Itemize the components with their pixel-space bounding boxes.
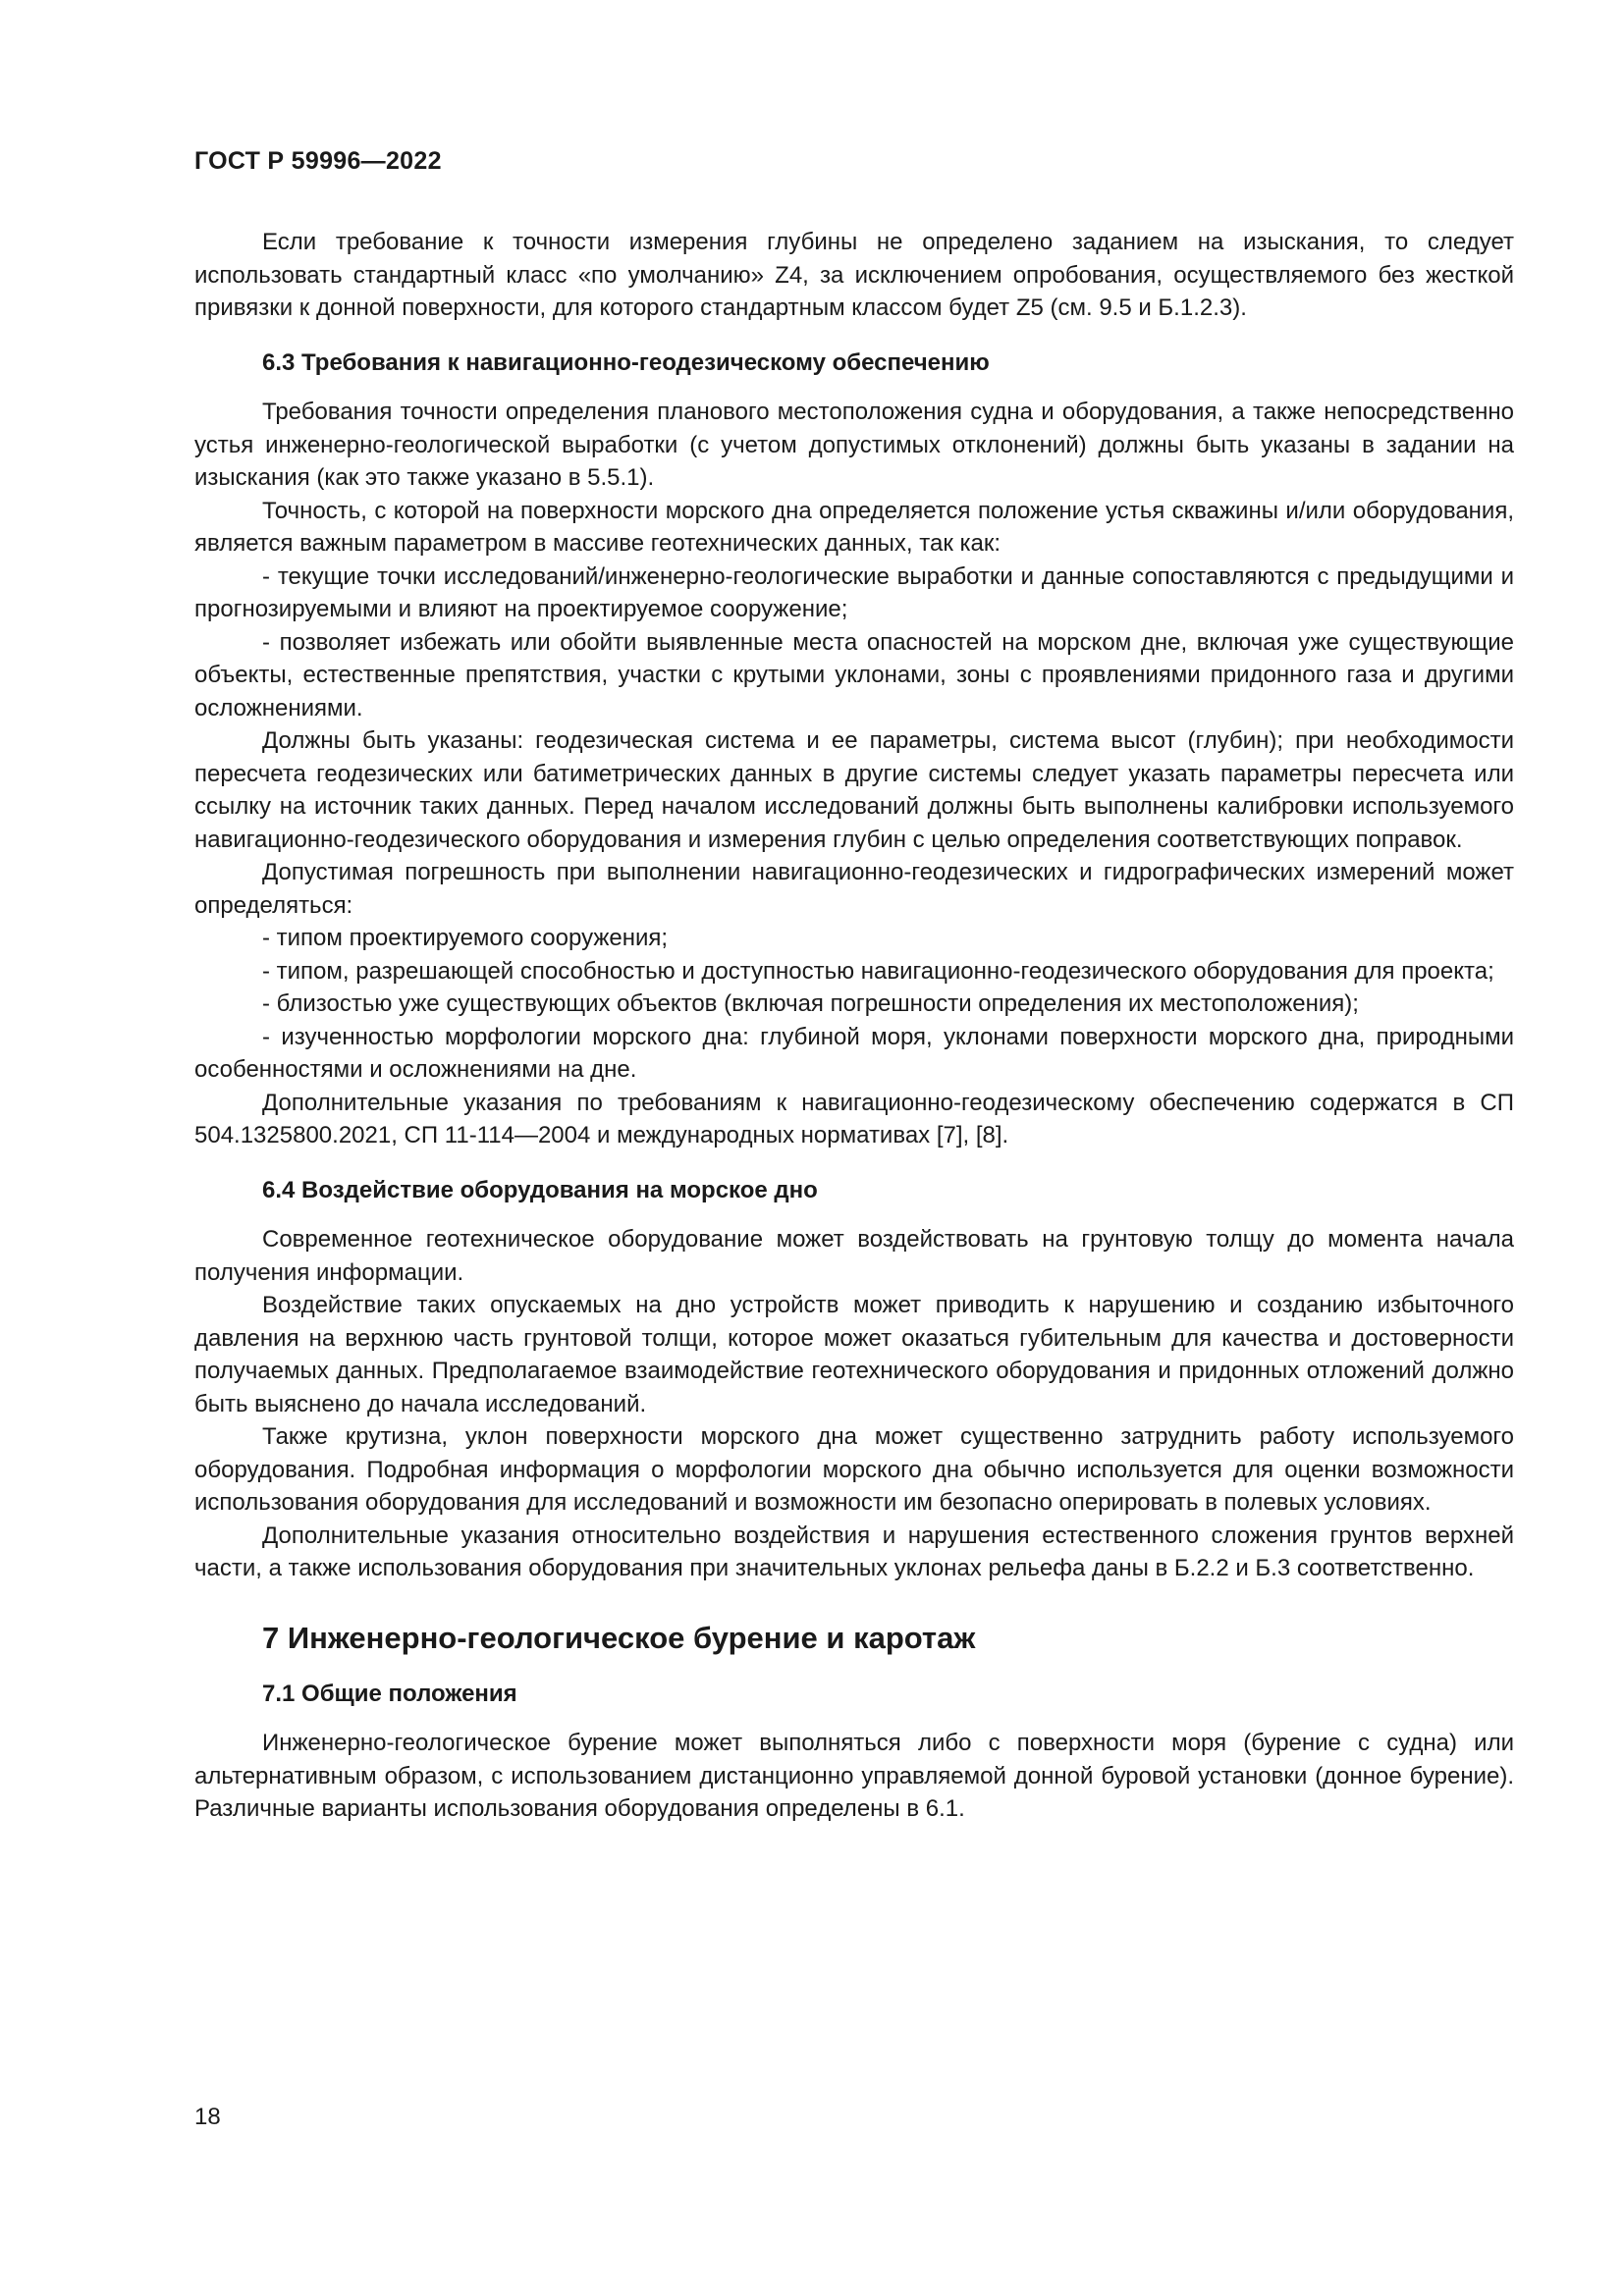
paragraph: Воздействие таких опускаемых на дно устройств может приводить к нарушению и созданию избыточного давления на верхнюю часть грунтовой толщи, которое может оказаться губительным для качества и достоверности получаемых данных. Предполагаемое взаимодействие геотехнического оборудования и придонных отложений должно быть выяснено до начала исследований.	[194, 1292, 1514, 1417]
section-7-1-heading: 7.1 Общие положения	[262, 1680, 517, 1707]
list-item: - близостью уже существующих объектов (включая погрешности определения их местоположения);	[262, 990, 1359, 1017]
paragraph: Допустимая погрешность при выполнении навигационно-геодезических и гидрографических измерений может определяться:	[194, 859, 1514, 919]
list-item: - изученностью морфологии морского дна: глубиной моря, уклонами поверхности морского дна, природными особенностями и осложнениями на дне.	[194, 1023, 1514, 1083]
document-header: ГОСТ Р 59996—2022	[194, 147, 442, 175]
document-body	[194, 226, 1514, 1826]
list-item: - текущие точки исследований/инженерно-геологические выработки и данные сопоставляются с предыдущими и прогнозируемыми и влияют на проектируемое сооружение;	[194, 562, 1514, 622]
paragraph: Также крутизна, уклон поверхности морского дна может существенно затруднить работу используемого оборудования. Подробная информация о морфологии морского дна обычно используется для оценки возможности использования оборудования для исследований и возможности им безопасно оперировать в полевых условиях.	[194, 1423, 1514, 1516]
paragraph: Инженерно-геологическое бурение может выполняться либо с поверхности моря (бурение с судна) или альтернативным образом, с использованием дистанционно управляемой донной буровой установки (донное бурение). Различные варианты использования оборудования определены в 6.1.	[194, 1730, 1514, 1822]
section-7-heading: 7 Инженерно-геологическое бурение и каротаж	[262, 1620, 976, 1655]
list-item: - типом, разрешающей способностью и доступностью навигационно-геодезического оборудования для проекта;	[262, 957, 1494, 985]
paragraph: Дополнительные указания относительно воздействия и нарушения естественного сложения грунтов верхней части, а также использования оборудования при значительных уклонах рельефа даны в Б.2.2 и Б.3 соответственно.	[194, 1522, 1514, 1581]
paragraph: Точность, с которой на поверхности морского дна определяется положение устья скважины и/или оборудования, является важным параметром в массиве геотехнических данных, так как:	[194, 497, 1514, 557]
section-6-3-heading: 6.3 Требования к навигационно-геодезическому обеспечению	[262, 348, 990, 376]
list-item: - типом проектируемого сооружения;	[262, 925, 669, 951]
intro-paragraph: Если требование к точности измерения глубины не определено заданием на изыскания, то следует использовать стандартный класс «по умолчанию» Z4, за исключением опробования, осуществляемого без жесткой привязки к донной поверхности, для которого стандартным классом будет Z5 (см. 9.5 и Б.1.2.3).	[194, 229, 1514, 321]
page-number: 18	[194, 2104, 221, 2130]
paragraph: Требования точности определения планового местоположения судна и оборудования, а также непосредственно устья инженерно-геологической выработки (с учетом допустимых отклонений) должны быть указаны в задании на изыскания (как это также указано в 5.5.1).	[194, 399, 1514, 491]
paragraph: Дополнительные указания по требованиям к навигационно-геодезическому обеспечению содержатся в СП 504.1325800.2021, СП 11-114—2004 и международных нормативах [7], [8].	[194, 1089, 1514, 1148]
list-item: - позволяет избежать или обойти выявленные места опасностей на морском дне, включая уже существующие объекты, естественные препятствия, участки с крутыми уклонами, зоны с проявлениями придонного газа и другими осложнениями.	[194, 628, 1514, 721]
section-6-4-heading: 6.4 Воздействие оборудования на морское дно	[262, 1176, 818, 1203]
document-page	[194, 0, 1514, 2296]
paragraph: Должны быть указаны: геодезическая система и ее параметры, система высот (глубин); при необходимости пересчета геодезических или батиметрических данных в другие системы следует указать параметры пересчета или ссылку на источник таких данных. Перед началом исследований должны быть выполнены калибровки используемого навигационно-геодезического оборудования и измерения глубин с целью определения соответствующих поправок.	[194, 727, 1514, 853]
paragraph: Современное геотехническое оборудование может воздействовать на грунтовую толщу до момента начала получения информации.	[194, 1226, 1514, 1286]
